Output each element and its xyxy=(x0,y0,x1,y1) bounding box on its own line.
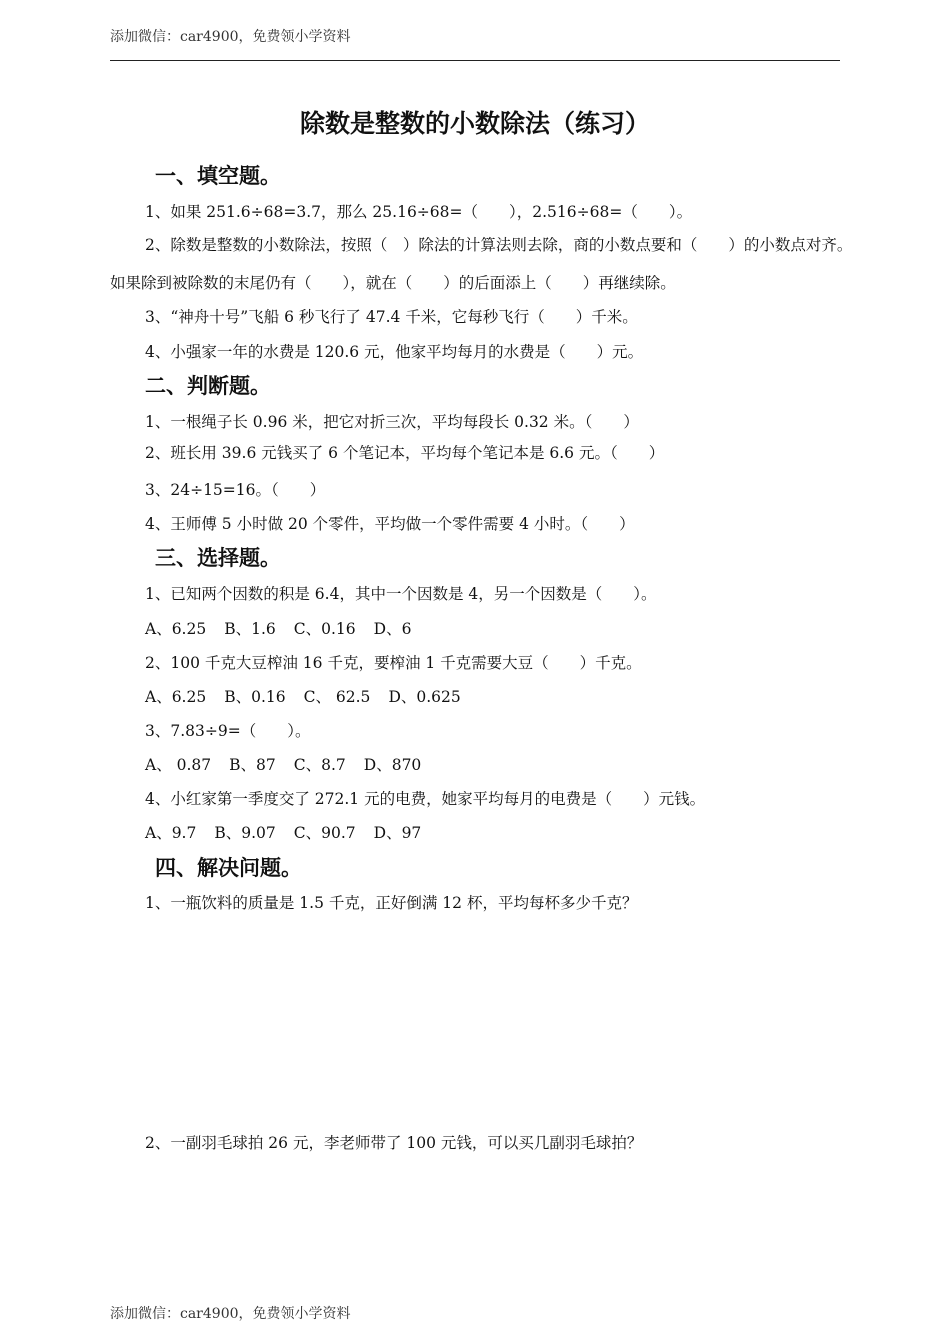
choice-option: C、 62.5 xyxy=(303,688,371,706)
choice-option: D、870 xyxy=(363,756,422,774)
question-fill-1: 1、如果 251.6÷68=3.7，那么 25.16÷68=（ ），2.516÷68=（ ）。 xyxy=(145,203,693,221)
choice-option: A、 0.87 xyxy=(145,756,212,774)
choice-options-1 xyxy=(145,617,429,639)
question-choice-2: 2、100 千克大豆榨油 16 千克，要榨油 1 千克需要大豆（ ）千克。 xyxy=(145,654,642,672)
question-choice-1: 1、已知两个因数的积是 6.4，其中一个因数是 4，另一个因数是（ ）。 xyxy=(145,585,657,603)
section-heading-true-false: 二、判断题。 xyxy=(145,373,271,398)
question-choice-4: 4、小红家第一季度交了 272.1 元的电费，她家平均每月的电费是（ ）元钱。 xyxy=(145,790,706,808)
choice-options-3 xyxy=(145,753,439,775)
choice-option: A、6.25 xyxy=(145,688,207,706)
question-tf-2: 2、班长用 39.6 元钱买了 6 个笔记本，平均每个笔记本是 6.6 元。（ ） xyxy=(145,444,665,462)
section-heading-word-problems: 四、解决问题。 xyxy=(155,855,302,880)
question-fill-3: 3、“神舟十号”飞船 6 秒飞行了 47.4 千米，它每秒飞行（ ）千米。 xyxy=(145,308,638,326)
question-fill-2: 2、除数是整数的小数除法，按照（ ）除法的计算法则去除，商的小数点要和（ ）的小数点对齐。 xyxy=(145,236,853,254)
choice-option: D、6 xyxy=(373,620,412,638)
choice-options-2 xyxy=(145,685,479,707)
question-tf-4: 4、王师傅 5 小时做 20 个零件，平均做一个零件需要 4 小时。（ ） xyxy=(145,515,635,533)
question-fill-4: 4、小强家一年的水费是 120.6 元，他家平均每月的水费是（ ）元。 xyxy=(145,343,644,361)
section-heading-fill-blank: 一、填空题。 xyxy=(155,163,281,188)
choice-option: B、9.07 xyxy=(214,824,276,842)
choice-option: B、87 xyxy=(229,756,276,774)
choice-option: D、0.625 xyxy=(388,688,461,706)
question-problem-1: 1、一瓶饮料的质量是 1.5 千克，正好倒满 12 杯，平均每杯多少千克？ xyxy=(145,894,638,912)
choice-option: B、1.6 xyxy=(224,620,276,638)
choice-option: C、8.7 xyxy=(293,756,346,774)
page-title: 除数是整数的小数除法（练习） xyxy=(299,109,650,138)
choice-option: A、6.25 xyxy=(145,620,207,638)
question-fill-2-continued: 如果除到被除数的末尾仍有（ ），就在（ ）的后面添上（ ）再继续除。 xyxy=(110,274,676,292)
choice-option: D、97 xyxy=(373,824,422,842)
question-problem-2: 2、一副羽毛球拍 26 元，李老师带了 100 元钱，可以买几副羽毛球拍？ xyxy=(145,1134,643,1152)
question-tf-1: 1、一根绳子长 0.96 米，把它对折三次，平均每段长 0.32 米。（ ） xyxy=(145,413,639,431)
choice-option: C、0.16 xyxy=(293,620,356,638)
choice-options-4 xyxy=(145,821,439,843)
page-header: 添加微信：car4900，免费领小学资料 xyxy=(110,29,351,45)
question-choice-3: 3、7.83÷9=（ ）。 xyxy=(145,722,311,740)
section-heading-multiple-choice: 三、选择题。 xyxy=(155,545,281,570)
choice-option: C、90.7 xyxy=(293,824,356,842)
choice-option: A、9.7 xyxy=(145,824,197,842)
header-divider xyxy=(110,60,840,61)
page-footer: 添加微信：car4900，免费领小学资料 xyxy=(110,1306,351,1322)
question-tf-3: 3、24÷15=16。（ ） xyxy=(145,481,326,499)
choice-option: B、0.16 xyxy=(224,688,286,706)
